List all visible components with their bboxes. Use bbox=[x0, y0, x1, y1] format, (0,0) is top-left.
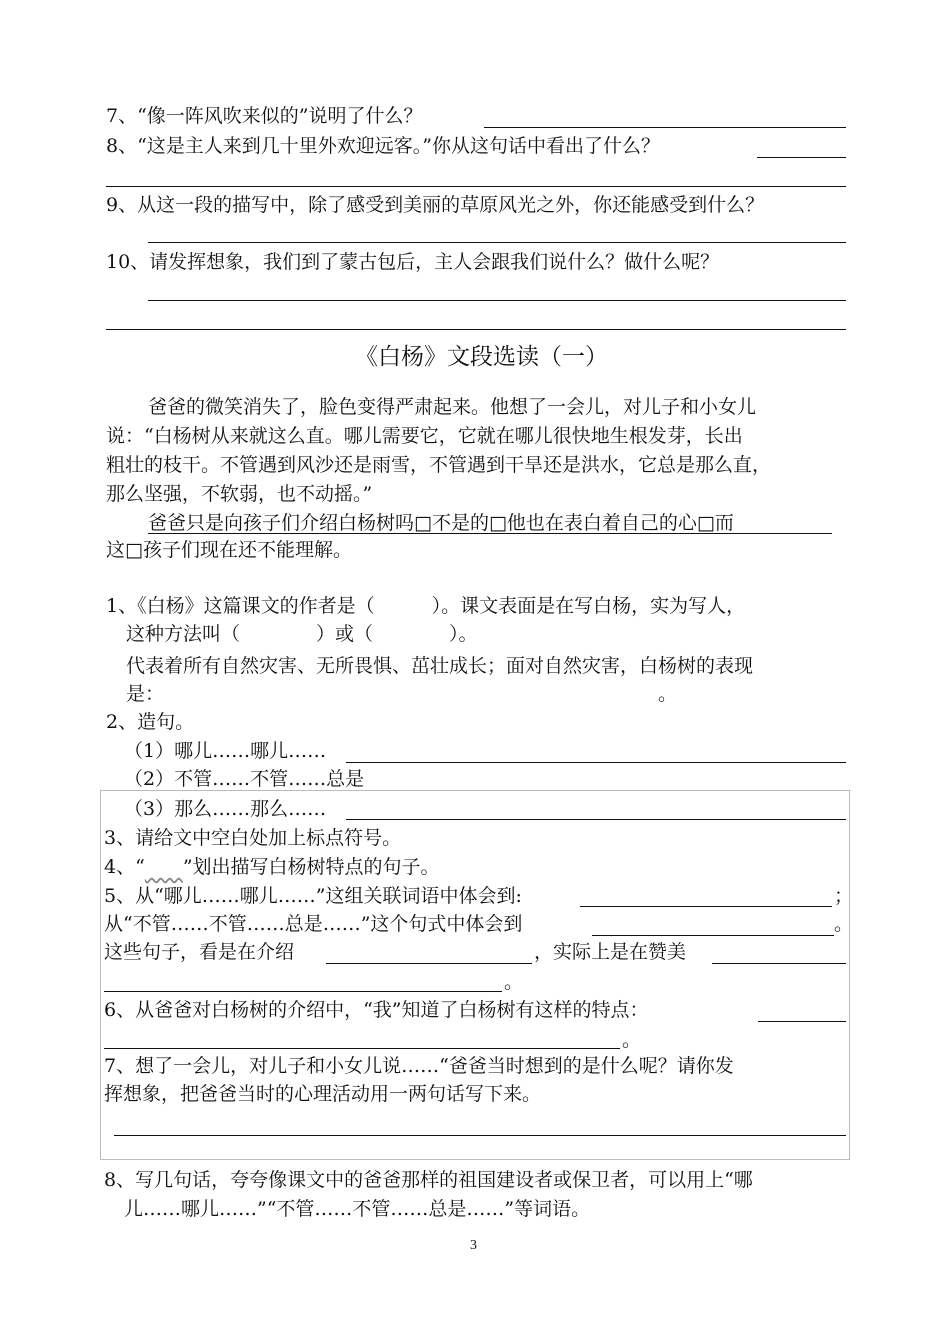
sentence-prompt-2: （2）不管……不管……总是 bbox=[124, 768, 365, 790]
answer-line[interactable] bbox=[104, 991, 502, 992]
answer-line[interactable] bbox=[106, 186, 846, 187]
question-5-end: 。 bbox=[504, 971, 524, 993]
question-8-line: 8、写几句话，夸夸像课文中的爸爸那样的祖国建设者或保卫者，可以用上“哪 bbox=[104, 1169, 753, 1191]
answer-line[interactable] bbox=[484, 127, 846, 128]
question-4-text-a: 4、“ bbox=[104, 856, 145, 878]
question-7-line: 7、想了一会儿，对儿子和小女儿说……“爸爸当时想到的是什么呢？请你发 bbox=[104, 1055, 734, 1077]
wavy-underline-mark bbox=[145, 856, 183, 878]
question-10-top: 10、请发挥想象，我们到了蒙古包后，主人会跟我们说什么？做什么呢？ bbox=[106, 251, 720, 273]
question-4 bbox=[104, 855, 440, 879]
passage-underline bbox=[148, 533, 832, 534]
passage-line: 那么坚强，不软弱，也不动摇。” bbox=[106, 483, 373, 505]
question-1-end: 。 bbox=[658, 683, 678, 705]
answer-line[interactable] bbox=[592, 935, 834, 936]
passage-line: 这□孩子们现在还不能理解。 bbox=[106, 539, 352, 561]
question-7-line: 挥想象，把爸爸当时的心理活动用一两句话写下来。 bbox=[104, 1083, 542, 1105]
passage-line: 爸爸的微笑消失了，脸色变得严肃起来。他想了一会儿，对儿子和小女儿 bbox=[148, 396, 757, 418]
question-7-top: 7、“像一阵风吹来似的”说明了什么？ bbox=[106, 105, 423, 127]
question-1-line: 这种方法叫（ ）或（ ）。 bbox=[126, 623, 478, 645]
answer-line[interactable] bbox=[148, 300, 846, 301]
question-9-top: 9、从这一段的描写中，除了感受到美丽的草原风光之外，你还能感受到什么？ bbox=[106, 194, 765, 216]
section-title: 《白杨》文段选读（一） bbox=[355, 344, 608, 370]
answer-line[interactable] bbox=[757, 157, 846, 158]
passage-line: 说：“白杨树从来就这么直。哪儿需要它，它就在哪儿很快地生根发芽，长出 bbox=[106, 425, 743, 447]
answer-line[interactable] bbox=[758, 1021, 846, 1022]
answer-line[interactable] bbox=[326, 963, 532, 964]
page-number: 3 bbox=[470, 1238, 477, 1253]
sentence-prompt-3: （3）那么……那么…… bbox=[124, 798, 327, 820]
question-5-line: 这些句子，看是在介绍 bbox=[104, 941, 295, 963]
question-8-line: 儿……哪儿……”“不管……不管……总是……”等词语。 bbox=[124, 1198, 591, 1220]
answer-line[interactable] bbox=[580, 906, 832, 907]
answer-line[interactable] bbox=[712, 963, 846, 964]
answer-line[interactable] bbox=[106, 329, 846, 330]
question-1-line: 1、《白杨》这篇课文的作者是（ ）。课文表面是在写白杨，实为写人， bbox=[106, 595, 746, 617]
question-5-line: 从“不管……不管……总是……”这个句式中体会到 bbox=[104, 913, 523, 935]
passage-line: 粗壮的枝干。不管遇到风沙还是雨雪，不管遇到干旱还是洪水，它总是那么直， bbox=[106, 454, 772, 476]
question-1-line: 是： bbox=[126, 683, 165, 705]
answer-line[interactable] bbox=[148, 242, 846, 243]
question-6: 6、从爸爸对白杨树的介绍中，“我”知道了白杨树有这样的特点： bbox=[104, 999, 649, 1021]
question-5-line: 5、从“哪儿……哪儿……”这组关联词语中体会到: bbox=[104, 885, 522, 907]
answer-line[interactable] bbox=[346, 762, 846, 763]
passage-line: 爸爸只是向孩子们介绍白杨树吗□不是的□他也在表白着自己的心□而 bbox=[148, 512, 734, 534]
sentence-prompt-1: （1）哪儿……哪儿…… bbox=[124, 740, 327, 762]
question-8-top: 8、“这是主人来到几十里外欢迎远客。”你从这句话中看出了什么？ bbox=[106, 135, 661, 157]
answer-line[interactable] bbox=[346, 819, 846, 820]
question-3: 3、请给文中空白处加上标点符号。 bbox=[104, 827, 402, 849]
question-5-end: ； bbox=[834, 885, 854, 907]
question-6-end: 。 bbox=[622, 1029, 642, 1051]
question-5-end: 。 bbox=[834, 913, 854, 935]
question-4-text-b: ”划出描写白杨树特点的句子。 bbox=[182, 856, 440, 878]
answer-line[interactable] bbox=[114, 1135, 846, 1136]
question-1-line: 代表着所有自然灾害、无所畏惧、茁壮成长；面对自然灾害，白杨树的表现 bbox=[126, 655, 754, 677]
question-5-line: ，实际上是在赞美 bbox=[534, 941, 687, 963]
answer-line[interactable] bbox=[104, 1048, 620, 1049]
question-2: 2、造句。 bbox=[106, 711, 195, 733]
